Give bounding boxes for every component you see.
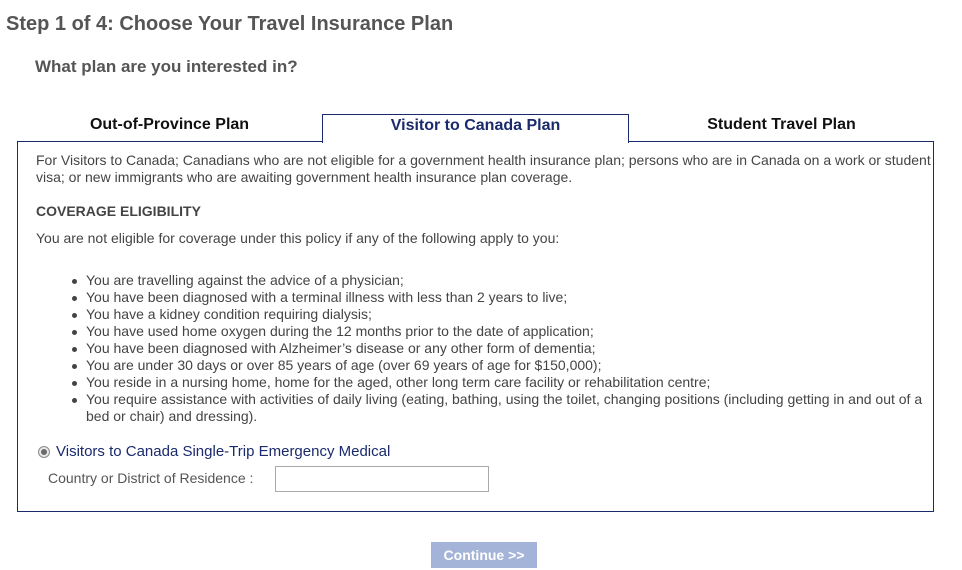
plan-option-label[interactable]: Visitors to Canada Single-Trip Emergency Medical bbox=[56, 443, 391, 460]
page-title: Step 1 of 4: Choose Your Travel Insurance Plan bbox=[6, 13, 454, 35]
list-item: You have been diagnosed with Alzheimer’s disease or any other form of dementia; bbox=[86, 340, 931, 357]
eligibility-description: You are not eligible for coverage under this policy if any of the following apply to you: bbox=[36, 230, 560, 246]
list-item: You require assistance with activities of daily living (eating, bathing, using the toilet, changing positions (including getting in and out of a bed or chair) and dressing). bbox=[86, 391, 931, 425]
coverage-eligibility-heading: COVERAGE ELIGIBILITY bbox=[36, 203, 201, 219]
tab-student-travel-plan[interactable]: Student Travel Plan bbox=[707, 116, 856, 133]
ineligibility-criteria-list bbox=[68, 272, 931, 425]
plan-intro-text: For Visitors to Canada; Canadians who are not eligible for a government health insurance plan; persons who are in Canada on a work or student visa; or new immigrants who are awaiting government health insurance plan coverage. bbox=[36, 152, 931, 185]
list-item: You are travelling against the advice of a physician; bbox=[86, 272, 931, 289]
list-item: You have a kidney condition requiring dialysis; bbox=[86, 306, 931, 323]
plan-option-single-trip[interactable] bbox=[38, 443, 390, 460]
continue-button[interactable]: Continue >> bbox=[431, 542, 537, 568]
list-item: You have used home oxygen during the 12 months prior to the date of application; bbox=[86, 323, 931, 340]
plan-option-radio[interactable] bbox=[38, 446, 50, 458]
plan-details-panel bbox=[17, 141, 934, 512]
plan-question: What plan are you interested in? bbox=[35, 57, 298, 76]
tab-visitor-to-canada-plan[interactable]: Visitor to Canada Plan bbox=[322, 114, 629, 143]
list-item: You reside in a nursing home, home for the aged, other long term care facility or rehabilitation centre; bbox=[86, 374, 931, 391]
list-item: You are under 30 days or over 85 years of age (over 69 years of age for $150,000); bbox=[86, 357, 931, 374]
country-of-residence-label: Country or District of Residence : bbox=[48, 470, 254, 486]
list-item: You have been diagnosed with a terminal illness with less than 2 years to live; bbox=[86, 289, 931, 306]
tab-out-of-province-plan[interactable]: Out-of-Province Plan bbox=[89, 116, 250, 133]
country-of-residence-input[interactable] bbox=[275, 466, 489, 492]
